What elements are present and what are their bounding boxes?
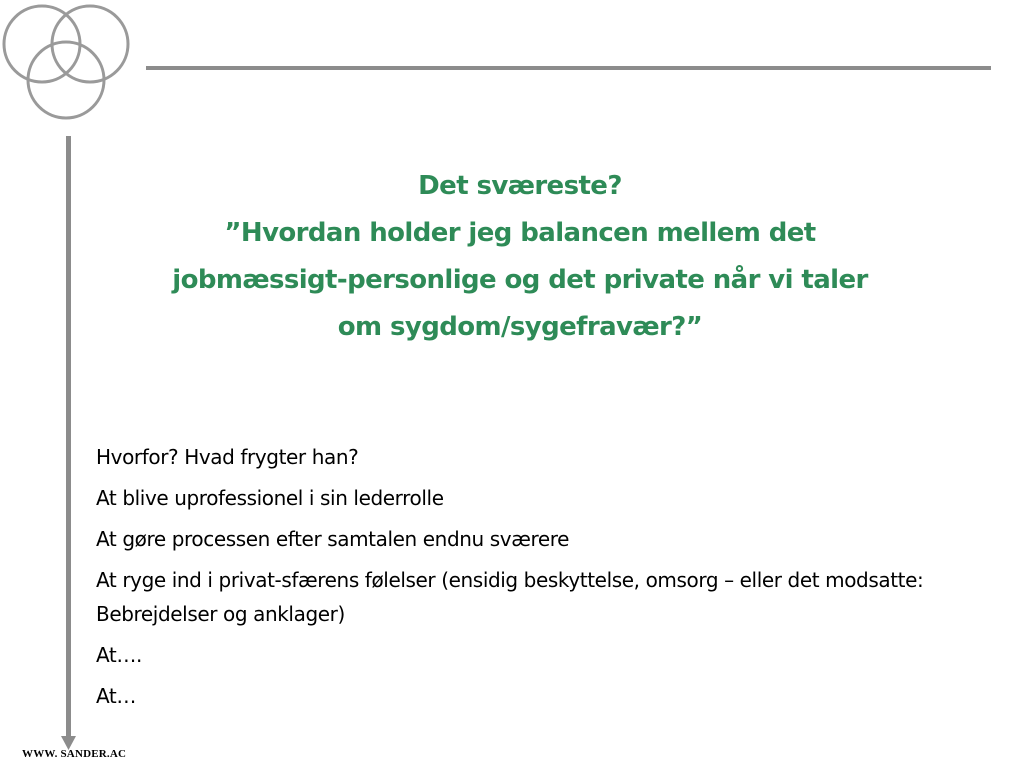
three-circles-logo-icon [0, 0, 140, 125]
title-line: ”Hvordan holder jeg balancen mellem det [224, 218, 816, 248]
list-item: At gøre processen efter samtalen endnu sværere [96, 527, 570, 551]
title-line: jobmæssigt-personlige og det private når vi taler [172, 265, 868, 295]
list-item: At blive uprofessionel i sin lederrolle [96, 486, 444, 510]
title-line: Det sværeste? [418, 171, 622, 201]
list-item: At ryge ind i privat-sfærens følelser (ensidig beskyttelse, omsorg – eller det modsatte: Bebrejdelser og anklager) [96, 568, 924, 626]
title-line: om sygdom/sygefravær?” [337, 312, 703, 342]
bullet-list [96, 440, 956, 720]
list-item: At…. [96, 643, 142, 667]
top-divider-line [146, 66, 991, 70]
list-item: Hvorfor? Hvad frygter han? [96, 445, 359, 469]
list-item: At… [96, 684, 136, 708]
footer-url: WWW. SANDER.AC [22, 748, 127, 760]
slide-title [100, 163, 940, 351]
